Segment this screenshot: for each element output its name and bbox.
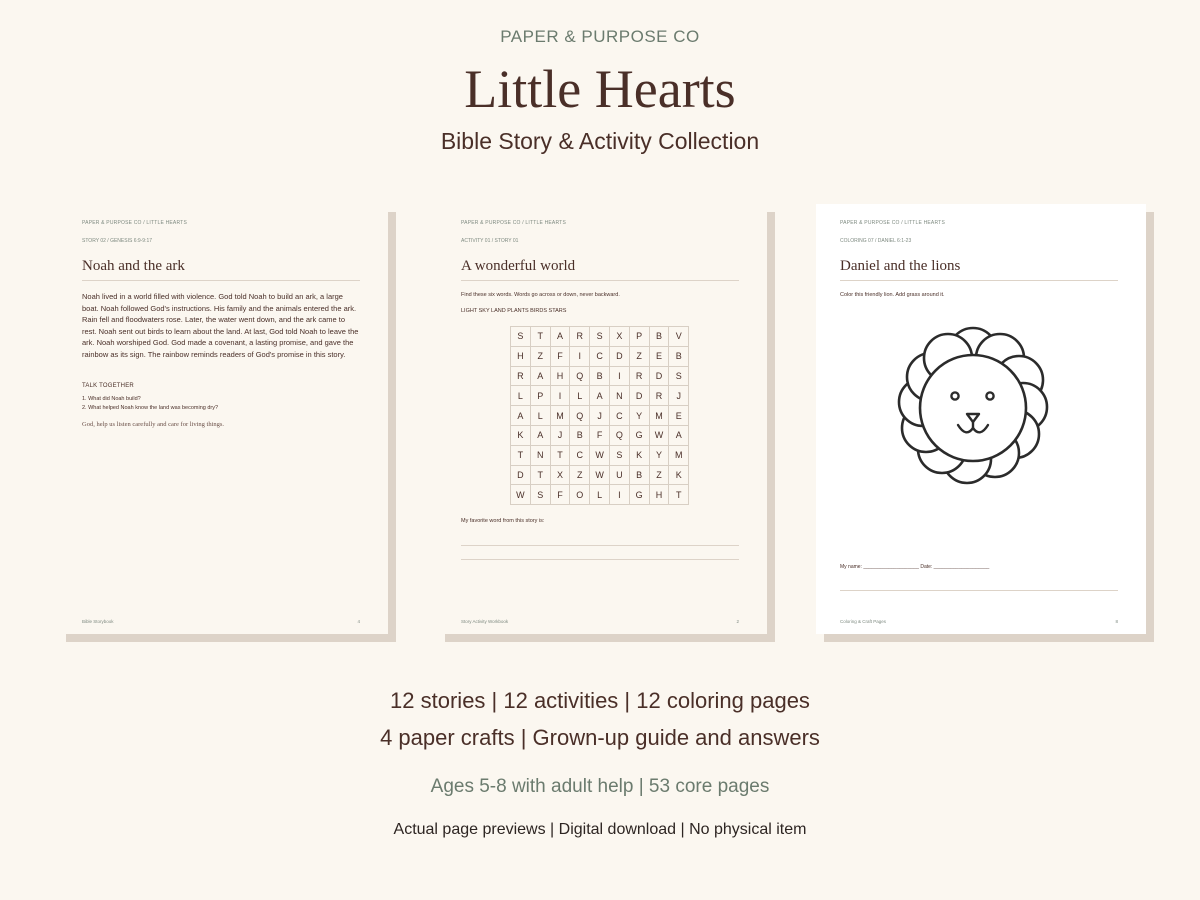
- grid-cell: K: [630, 446, 650, 466]
- grid-cell: E: [669, 406, 689, 426]
- talk-together-heading: TALK TOGETHER: [82, 383, 134, 389]
- grid-cell: N: [610, 386, 630, 406]
- question-2: 2. What helped Noah know the land was becoming dry?: [82, 405, 219, 411]
- product-subtitle: Bible Story & Activity Collection: [440, 128, 760, 154]
- grid-cell: Z: [650, 466, 670, 486]
- grid-cell: Y: [650, 446, 670, 466]
- grid-cell: W: [511, 485, 531, 505]
- grid-cell: A: [669, 426, 689, 446]
- grid-cell: T: [551, 446, 571, 466]
- page-footer-title: Coloring & Craft Pages: [840, 619, 887, 624]
- grid-cell: M: [669, 446, 689, 466]
- activity-instructions: Find these six words. Words go across or down, never backward.: [461, 292, 620, 298]
- grid-cell: X: [551, 466, 571, 486]
- grid-cell: F: [551, 347, 571, 367]
- grid-cell: M: [650, 406, 670, 426]
- grid-cell: H: [551, 367, 571, 387]
- grid-cell: A: [511, 406, 531, 426]
- answer-line: [461, 559, 739, 560]
- answer-line: [461, 545, 739, 546]
- grid-cell: I: [551, 386, 571, 406]
- grid-cell: O: [570, 485, 590, 505]
- grid-cell: G: [630, 426, 650, 446]
- contents-summary-line-1: 12 stories | 12 activities | 12 coloring pages: [390, 688, 810, 713]
- grid-cell: A: [551, 327, 571, 347]
- lion-coloring-illustration: [888, 322, 1058, 492]
- grid-cell: V: [669, 327, 689, 347]
- word-list: LIGHT SKY LAND PLANTS BIRDS STARS: [461, 308, 567, 314]
- page-number: 8: [1115, 619, 1118, 624]
- writing-line: [840, 590, 1118, 591]
- page-meta: COLORING 07 / DANIEL 6:1-23: [840, 238, 912, 244]
- story-page-preview: [58, 204, 388, 634]
- grid-cell: Z: [570, 466, 590, 486]
- grid-cell: D: [650, 367, 670, 387]
- page-breadcrumb: PAPER & PURPOSE CO / LITTLE HEARTS: [840, 220, 945, 226]
- question-1: 1. What did Noah build?: [82, 396, 141, 402]
- grid-cell: U: [610, 466, 630, 486]
- brand-name: PAPER & PURPOSE CO: [500, 27, 700, 46]
- grid-cell: F: [551, 485, 571, 505]
- page-meta: ACTIVITY 01 / STORY 01: [461, 238, 519, 244]
- grid-cell: H: [650, 485, 670, 505]
- activity-page-preview: [437, 204, 767, 634]
- title-rule: [82, 280, 360, 281]
- grid-cell: Z: [531, 347, 551, 367]
- coloring-page-preview: [816, 204, 1146, 634]
- coloring-instructions: Color this friendly lion. Add grass around it.: [840, 292, 945, 298]
- page-footer-title: Story Activity Workbook: [461, 619, 509, 624]
- grid-cell: I: [570, 347, 590, 367]
- grid-cell: J: [590, 406, 610, 426]
- grid-cell: A: [531, 367, 551, 387]
- page-number: 2: [736, 619, 739, 624]
- grid-cell: A: [590, 386, 610, 406]
- grid-cell: P: [630, 327, 650, 347]
- grid-cell: Z: [630, 347, 650, 367]
- grid-cell: C: [590, 347, 610, 367]
- grid-cell: S: [511, 327, 531, 347]
- grid-cell: T: [669, 485, 689, 505]
- grid-cell: X: [610, 327, 630, 347]
- grid-cell: B: [650, 327, 670, 347]
- grid-cell: B: [669, 347, 689, 367]
- download-disclaimer: Actual page previews | Digital download | No physical item: [393, 821, 807, 838]
- grid-cell: T: [531, 327, 551, 347]
- product-title: Little Hearts: [464, 59, 736, 119]
- page-footer-title: Bible Storybook: [82, 619, 114, 624]
- grid-cell: E: [650, 347, 670, 367]
- grid-cell: Q: [610, 426, 630, 446]
- grid-cell: A: [531, 426, 551, 446]
- title-rule: [461, 280, 739, 281]
- grid-cell: D: [630, 386, 650, 406]
- grid-cell: L: [531, 406, 551, 426]
- grid-cell: T: [511, 446, 531, 466]
- age-range-info: Ages 5-8 with adult help | 53 core pages: [430, 776, 770, 797]
- grid-cell: W: [590, 466, 610, 486]
- title-rule: [840, 280, 1118, 281]
- grid-cell: I: [610, 367, 630, 387]
- grid-cell: W: [590, 446, 610, 466]
- grid-cell: Q: [570, 406, 590, 426]
- grid-cell: R: [511, 367, 531, 387]
- grid-cell: L: [511, 386, 531, 406]
- grid-cell: D: [610, 347, 630, 367]
- grid-cell: R: [650, 386, 670, 406]
- page-meta: STORY 02 / GENESIS 6:9-9:17: [82, 238, 153, 244]
- contents-summary-line-2: 4 paper crafts | Grown-up guide and answers: [380, 725, 820, 750]
- prayer-text: God, help us listen carefully and care for living things.: [82, 421, 225, 428]
- grid-cell: G: [630, 485, 650, 505]
- grid-cell: S: [531, 485, 551, 505]
- grid-cell: B: [590, 367, 610, 387]
- grid-cell: K: [669, 466, 689, 486]
- grid-cell: L: [590, 485, 610, 505]
- grid-cell: Q: [570, 367, 590, 387]
- grid-cell: M: [551, 406, 571, 426]
- grid-cell: B: [570, 426, 590, 446]
- grid-cell: T: [531, 466, 551, 486]
- grid-cell: D: [511, 466, 531, 486]
- grid-cell: N: [531, 446, 551, 466]
- word-search-grid: [510, 326, 689, 505]
- grid-cell: P: [531, 386, 551, 406]
- grid-cell: H: [511, 347, 531, 367]
- name-date-line: My name: ____________________ Date: ____________________: [840, 564, 990, 570]
- grid-cell: Y: [630, 406, 650, 426]
- grid-cell: J: [669, 386, 689, 406]
- grid-cell: I: [610, 485, 630, 505]
- grid-cell: C: [610, 406, 630, 426]
- page-breadcrumb: PAPER & PURPOSE CO / LITTLE HEARTS: [461, 220, 566, 226]
- grid-cell: W: [650, 426, 670, 446]
- grid-cell: F: [590, 426, 610, 446]
- page-title: Daniel and the lions: [840, 258, 961, 274]
- grid-cell: S: [590, 327, 610, 347]
- page-title: Noah and the ark: [82, 258, 185, 274]
- grid-cell: K: [511, 426, 531, 446]
- grid-cell: J: [551, 426, 571, 446]
- grid-cell: R: [630, 367, 650, 387]
- grid-cell: B: [630, 466, 650, 486]
- story-text: Noah lived in a world filled with violence. God told Noah to build an ark, a large boat. Noah followed God's instructions. His family and the animals entered the ark. Rain fell and floodwaters rose. Later, the water went down, and the ark came to rest. Noah sent out birds to learn about the land. At last, God told Noah to leave the ark. Noah worshiped God. God made a covenant, a lasting promise, and gave the rainbow as its sign. The rainbow reminds readers of God's promise in this story.: [82, 292, 359, 359]
- page-number: 4: [357, 619, 360, 624]
- grid-cell: R: [570, 327, 590, 347]
- page-breadcrumb: PAPER & PURPOSE CO / LITTLE HEARTS: [82, 220, 187, 226]
- favorite-word-prompt: My favorite word from this story is:: [461, 518, 545, 524]
- grid-cell: C: [570, 446, 590, 466]
- grid-cell: S: [610, 446, 630, 466]
- grid-cell: L: [570, 386, 590, 406]
- grid-cell: S: [669, 367, 689, 387]
- page-title: A wonderful world: [461, 258, 576, 274]
